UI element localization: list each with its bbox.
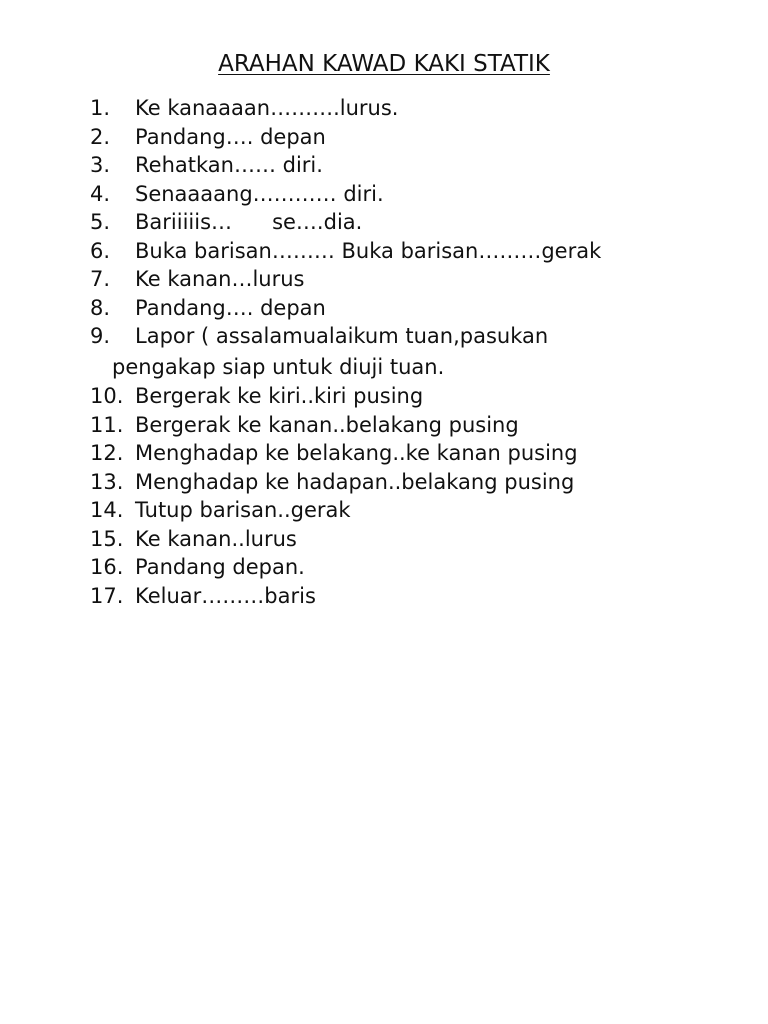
item-text: Buka barisan……… Buka barisan………gerak bbox=[135, 238, 602, 263]
list-item bbox=[90, 411, 601, 440]
item-text: Pandang…. depan bbox=[135, 124, 326, 149]
item-number: 4. bbox=[90, 181, 111, 206]
item-number: 5. bbox=[90, 210, 111, 234]
list-item bbox=[90, 322, 601, 352]
item-text: Ke kanan…lurus bbox=[135, 267, 305, 291]
item-number: 15. bbox=[90, 526, 124, 551]
list-item bbox=[90, 123, 601, 152]
item-number: 7. bbox=[90, 267, 111, 291]
item-text: Bariiiiis… se….dia. bbox=[135, 210, 363, 234]
item-number: 11. bbox=[90, 412, 124, 437]
list-item bbox=[90, 468, 601, 497]
list-item bbox=[90, 582, 601, 611]
item-number: 3. bbox=[90, 153, 111, 177]
item-text: Lapor ( assalamualaikum tuan,pasukan bbox=[135, 324, 549, 348]
list-item bbox=[90, 265, 601, 294]
item-number: 13. bbox=[90, 469, 124, 494]
list-item bbox=[90, 525, 601, 554]
list-item bbox=[90, 94, 601, 123]
list-item bbox=[90, 496, 601, 525]
list-item bbox=[90, 208, 601, 237]
list-item bbox=[90, 294, 601, 323]
item-text: Menghadap ke belakang..ke kanan pusing bbox=[135, 441, 578, 465]
item-number: 12. bbox=[90, 441, 124, 465]
item-text: Bergerak ke kiri..kiri pusing bbox=[135, 384, 424, 408]
item-text: Pandang…. depan bbox=[135, 295, 326, 320]
item-text: Bergerak ke kanan..belakang pusing bbox=[135, 412, 519, 437]
item-number: 10. bbox=[90, 384, 124, 408]
list-item bbox=[90, 382, 601, 411]
item-text: Ke kanaaaan……….lurus. bbox=[135, 96, 399, 120]
item-text: Keluar………baris bbox=[135, 583, 316, 608]
item-text: Tutup barisan..gerak bbox=[135, 498, 351, 522]
list-item bbox=[90, 180, 601, 209]
item-text: Pandang depan. bbox=[135, 555, 305, 579]
item-number: 17. bbox=[90, 583, 124, 608]
list-item bbox=[90, 151, 601, 180]
item-text: Menghadap ke hadapan..belakang pusing bbox=[135, 469, 575, 494]
item-number: 9. bbox=[90, 324, 111, 348]
document-title: ARAHAN KAWAD KAKI STATIK bbox=[218, 51, 550, 77]
instruction-list bbox=[90, 94, 601, 610]
item-number: 16. bbox=[90, 555, 124, 579]
list-item bbox=[90, 439, 601, 468]
item-text: Rehatkan…… diri. bbox=[135, 153, 323, 177]
list-item-continuation: pengakap siap untuk diuji tuan. bbox=[112, 355, 445, 379]
item-text: Senaaaang………… diri. bbox=[135, 181, 384, 206]
item-number: 6. bbox=[90, 238, 111, 263]
item-text: Ke kanan..lurus bbox=[135, 526, 297, 551]
list-item bbox=[90, 553, 601, 582]
item-number: 2. bbox=[90, 124, 111, 149]
item-number: 14. bbox=[90, 498, 124, 522]
list-item bbox=[90, 237, 601, 266]
item-number: 8. bbox=[90, 295, 111, 320]
item-number: 1. bbox=[90, 96, 111, 120]
